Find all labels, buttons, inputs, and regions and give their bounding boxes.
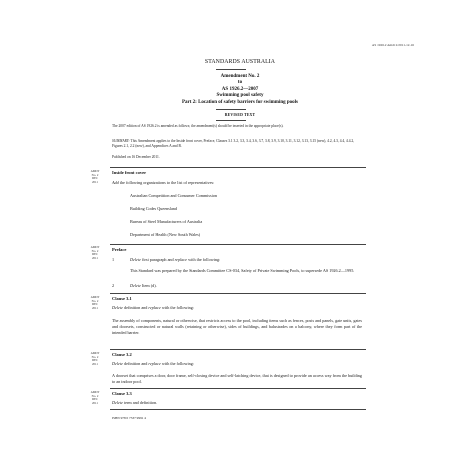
organization-item: Bureau of Steel Manufacturers of Australia [130, 219, 203, 224]
amendment-margin-note: AMDT No. 2 DEC 2011 [90, 295, 100, 311]
section-heading-preface: Preface [112, 247, 127, 252]
amendment-margin-note: AMDT No. 2 DEC 2011 [90, 169, 100, 185]
document-code: AS 1926.2 Amdt 2/2011-12-16 [371, 43, 414, 47]
document-title-block [110, 74, 370, 106]
title-line-1: Swimming pool safety [216, 93, 264, 99]
amendment-number: Amendment No. 2 [220, 74, 260, 79]
isbn: ISBN 978 0 7337 9991 4 [112, 416, 147, 420]
section-heading-clause-3-3: Clause 3.3 [112, 391, 132, 396]
amendment-margin-note: AMDT No. 2 DEC 2011 [90, 245, 100, 261]
intro-paragraph: The 2007 edition of AS 1926.2 is amended as follows; the amendment(s) should be inserted in the appropriate place(s). [112, 124, 284, 128]
preface-item-1-instruction: Delete first paragraph and replace with the following: [130, 257, 221, 262]
preface-replacement-text: This Standard was prepared by the Standards Committee CS-034, Safety of Private Swimming Pools, to supersede AS 1926.2—1995. [130, 268, 355, 273]
clause-3-3-instruction: Delete term and definition. [112, 400, 158, 405]
preface-item-number: 2 [112, 283, 115, 288]
to-label: to [237, 80, 243, 86]
section-rule [110, 244, 366, 245]
section-rule [110, 293, 366, 294]
publisher-name: STANDARDS AUSTRALIA [204, 59, 276, 65]
revised-text-label: REVISED TEXT [224, 113, 256, 117]
summary-text: This Amendment applies to the Inside front cover, Preface, Clauses 3.1 3.2, 3.3, 3.4, 3.6, 3.7, 3.8, 3.9, 3.10, 3.11, 3.12, 3.13, 3.15 (new), 4.2, 4.3, 4.4, 4.4.2, Figures 2.1, 2.2 (new), and Appendices A and B. [112, 139, 355, 149]
clause-3-1-text: The assembly of components, natural or otherwise, that restricts access to the pool, including items such as fences, posts and panels, gate units, gates and doorsets, constructed or natural walls (retaining or otherwise), sides of buildings, and balustrades on a balcony, where they form part of the intended barrier. [112, 318, 362, 335]
section-heading-clause-3-1: Clause 3.1 [112, 296, 132, 301]
amendment-margin-note: AMDT No. 2 DEC 2011 [90, 351, 100, 367]
section-rule [110, 349, 366, 350]
clause-3-2-instruction: Delete definition and replace with the following: [112, 361, 194, 366]
section-heading-clause-3-2: Clause 3.2 [112, 352, 132, 357]
summary-label: SUMMARY: [112, 139, 130, 143]
standard-number: AS 1926.2—2007 [221, 86, 259, 92]
summary-paragraph [112, 139, 362, 150]
preface-item-2-instruction: Delete Item (d). [130, 283, 157, 288]
divider [216, 109, 246, 110]
section-rule [110, 409, 366, 410]
clause-3-2-text: A doorset that comprises a door, door frame, self-closing device and self-latching device, that is designed to provide an access way from the building to an indoor pool. [112, 373, 362, 384]
organization-item: Department of Health (New South Wales) [130, 232, 201, 237]
section-rule [110, 388, 366, 389]
divider [216, 69, 246, 70]
organization-item: Australian Competition and Consumer Commission [130, 193, 218, 198]
section-rule [110, 167, 366, 168]
title-line-2: Part 2: Location of safety barriers for swimming pools [181, 99, 298, 105]
published-date: Published on 16 December 2011. [112, 155, 160, 159]
amendment-margin-note: AMDT No. 2 DEC 2011 [90, 390, 100, 406]
clause-3-1-instruction: Delete definition and replace with the following: [112, 305, 194, 310]
section-heading-inside-cover: Inside front cover [112, 170, 147, 175]
preface-item-number: 1 [112, 257, 115, 262]
inside-cover-instruction: Add the following organizations to the list of representatives: [112, 180, 215, 185]
organization-item: Building Codes Queensland [130, 206, 177, 211]
divider [216, 120, 246, 121]
